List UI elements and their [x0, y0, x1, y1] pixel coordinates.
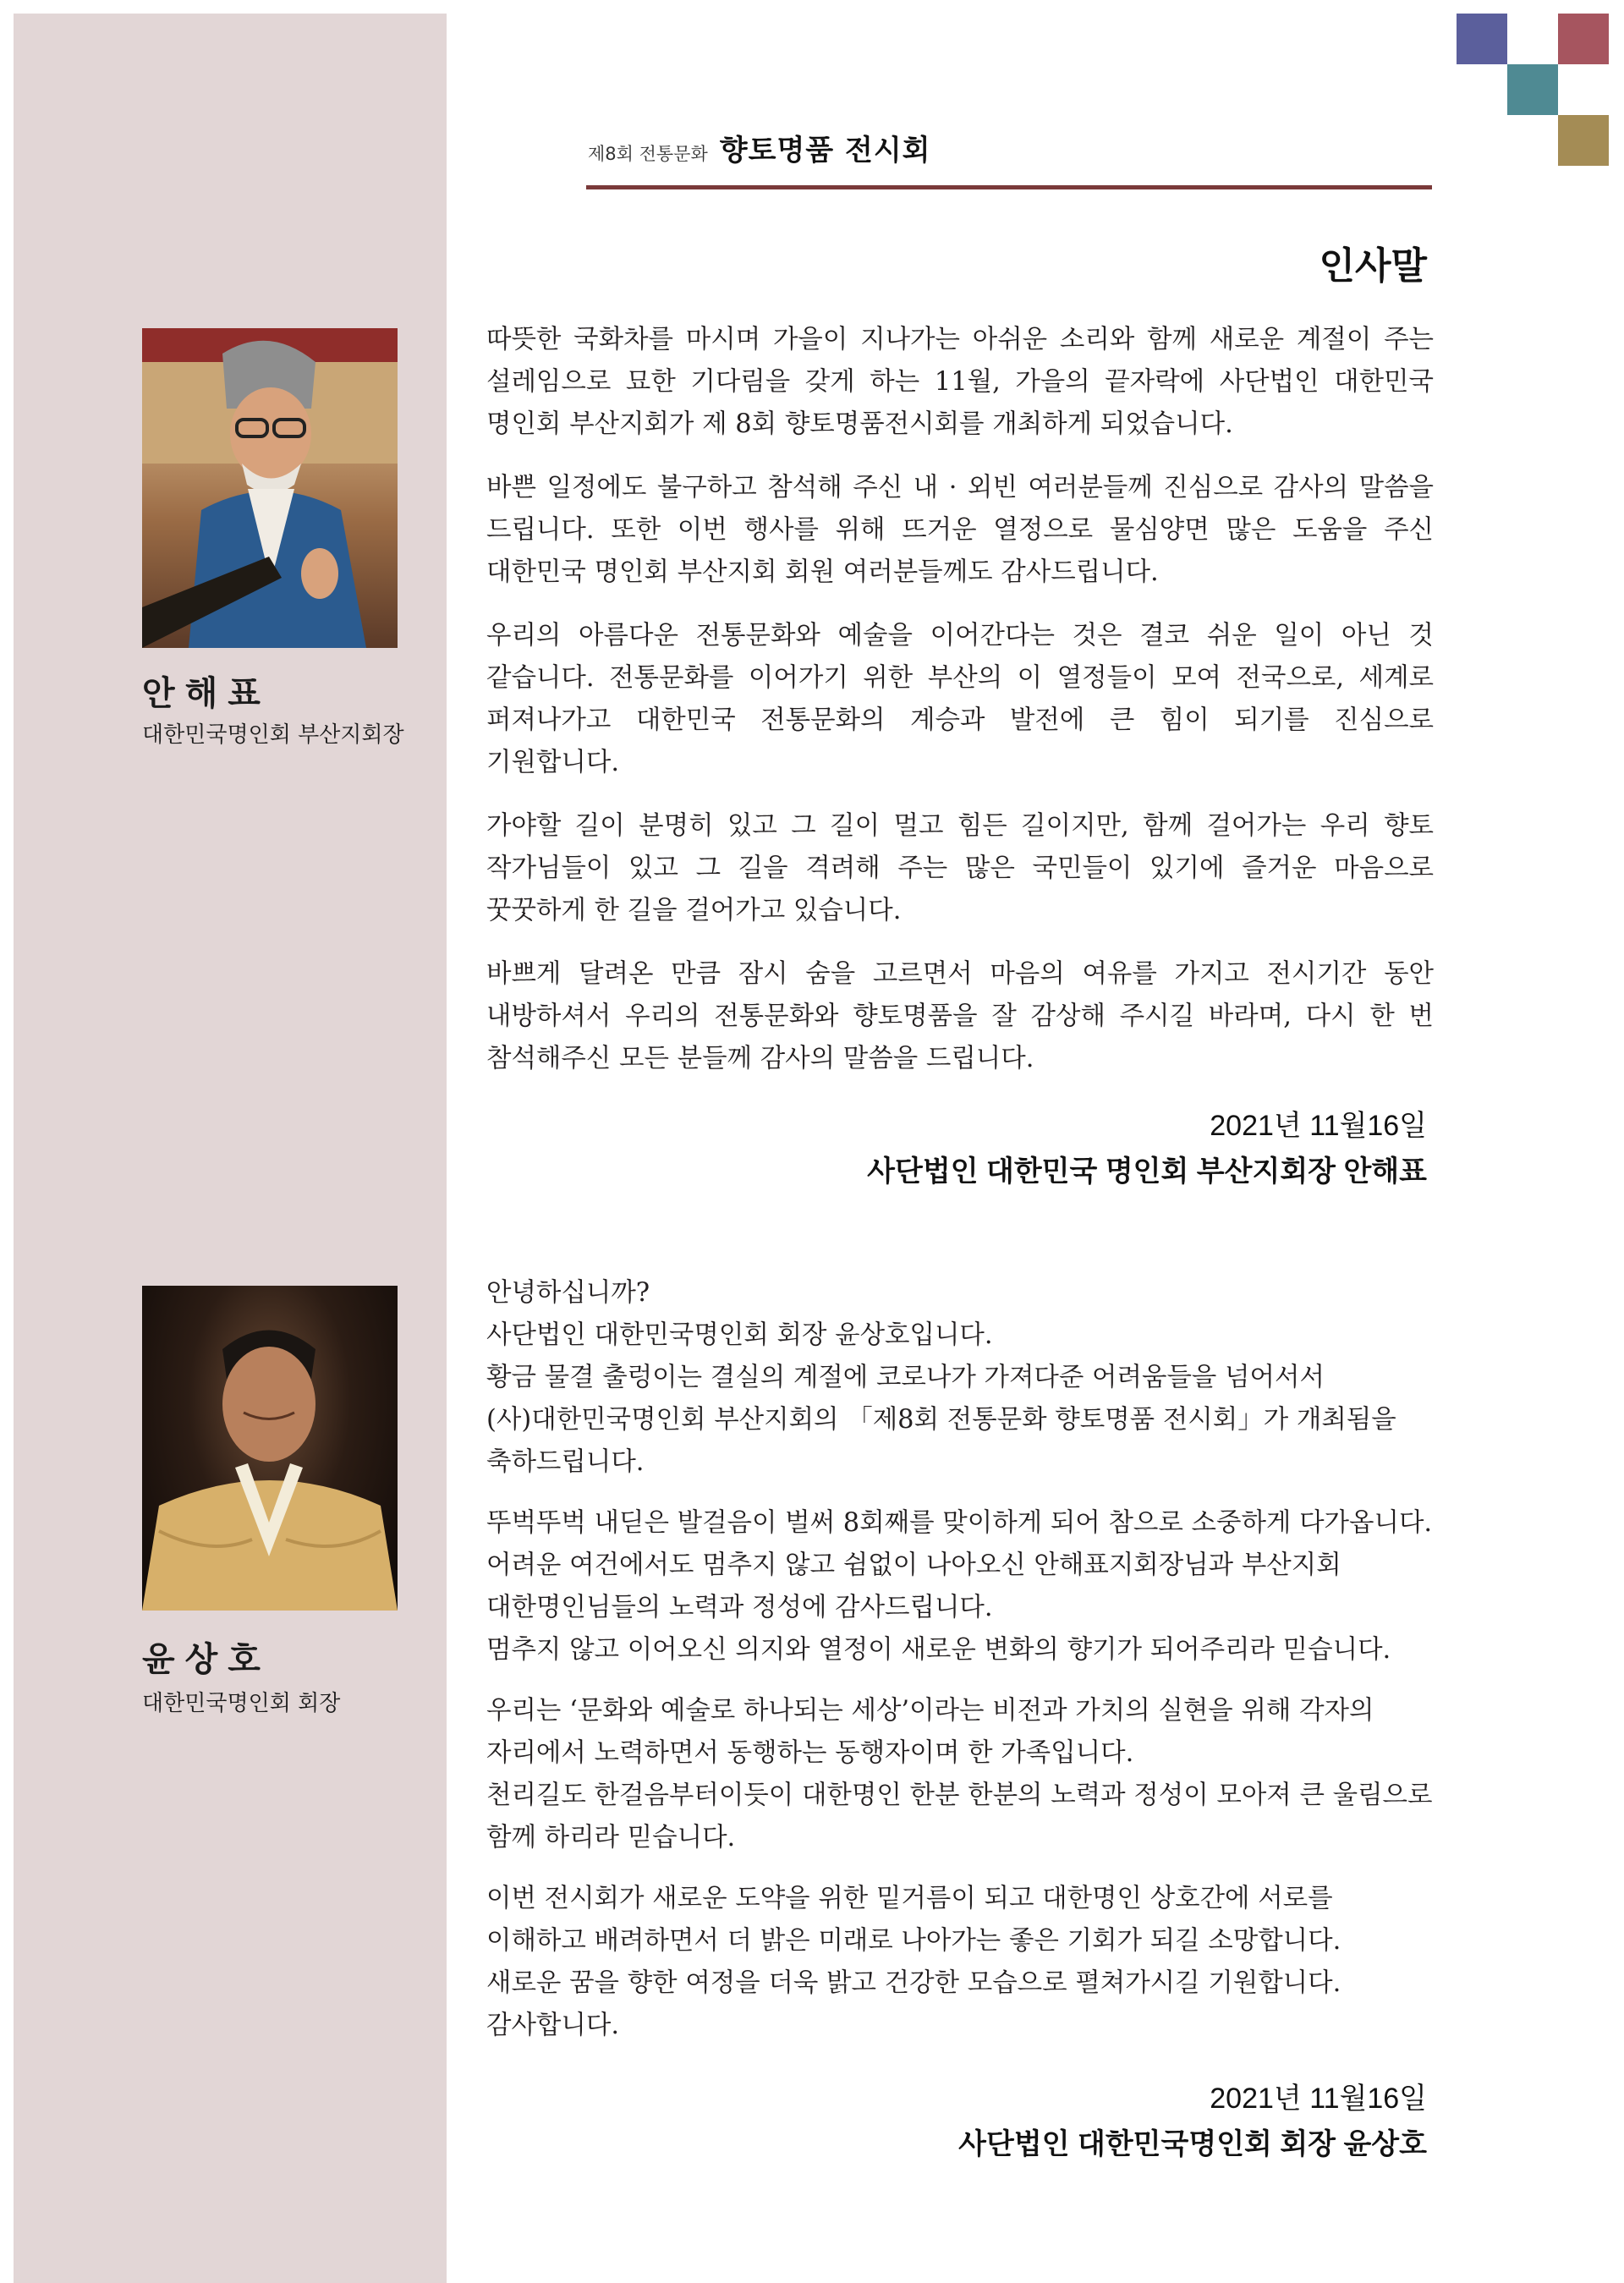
header-divider [586, 185, 1432, 189]
text-line: 이번 전시회가 새로운 도약을 위한 밑거름이 되고 대한명인 상호간에 서로를 [486, 1884, 1333, 1913]
text-line: 가야할 길이 분명히 있고 그 길이 멀고 힘든 길이지만, 함께 걸어가는 우리 향토 [486, 811, 1434, 841]
header-title: 향토명품 전시회 [719, 134, 931, 167]
text-line: 축하드립니다. [486, 1447, 645, 1477]
person-name-ahn: 안해표 [142, 674, 271, 713]
text-line: 같습니다. 전통문화를 이어가기 위한 부산의 이 열정들이 모여 전국으로, 세계로 [486, 663, 1434, 693]
text-line: 설레임으로 묘한 기다림을 갖게 하는 11월, 가을의 끝자락에 사단법인 대한민국 [486, 367, 1434, 397]
text-line: 천리길도 한걸음부터이듯이 대한명인 한분 한분의 노력과 정성이 모아져 큰 울림으로 [486, 1781, 1433, 1810]
signature-yoon: 사단법인 대한민국명인회 회장 윤상호 [958, 2128, 1427, 2160]
text-line: 대한민국 명인회 부산지회 회원 여러분들께도 감사드립니다. [486, 557, 1159, 587]
text-line: 사단법인 대한민국명인회 회장 윤상호입니다. [486, 1320, 993, 1350]
text-line: 드립니다. 또한 이번 행사를 위해 뜨거운 열정으로 물심양면 많은 도움을 주신 [486, 515, 1434, 545]
text-line: 참석해주신 모든 분들께 감사의 말씀을 드립니다. [486, 1044, 1034, 1073]
date-ahn: 2021년 11월16일 [1210, 1110, 1427, 1142]
paragraph [486, 1690, 1434, 1859]
text-line: 대한명인님들의 노력과 정성에 감사드립니다. [486, 1593, 993, 1622]
text-line: 퍼져나가고 대한민국 전통문화의 계승과 발전에 큰 힘이 되기를 진심으로 [486, 705, 1434, 735]
person-role-ahn: 대한민국명인회 부산지회장 [142, 722, 404, 748]
paragraph [486, 319, 1434, 446]
text-line: 자리에서 노력하면서 동행하는 동행자이며 한 가족입니다. [486, 1738, 1134, 1768]
portrait-photo-yoon [142, 1286, 398, 1611]
greeting-text-ahn [486, 319, 1434, 1101]
text-line: 내방하셔서 우리의 전통문화와 향토명품을 잘 감상해 주시길 바라며, 다시 한 번 [486, 1002, 1434, 1031]
paragraph [486, 805, 1434, 932]
text-line: 함께 하리라 믿습니다. [486, 1823, 736, 1852]
signature-ahn: 사단법인 대한민국 명인회 부산지회장 안해표 [867, 1155, 1427, 1188]
text-line: 황금 물결 출렁이는 결실의 계절에 코로나가 가져다준 어려움들을 넘어서서 [486, 1363, 1325, 1392]
header-subtitle: 제8회 전통문화 [588, 144, 708, 164]
text-line: 이해하고 배려하면서 더 밝은 미래로 나아가는 좋은 기회가 되길 소망합니다. [486, 1926, 1341, 1956]
text-line: 작가님들이 있고 그 길을 격려해 주는 많은 국민들이 있기에 즐거운 마음으로 [486, 853, 1434, 883]
paragraph [486, 1502, 1434, 1671]
paragraph [486, 615, 1434, 784]
text-line: 바쁜 일정에도 불구하고 참석해 주신 내 · 외빈 여러분들께 진심으로 감사의 말씀을 [486, 473, 1434, 502]
paragraph [486, 1878, 1434, 2047]
text-line: 새로운 꿈을 향한 여정을 더욱 밝고 건강한 모습으로 펼쳐가시길 기원합니다. [486, 1968, 1341, 1998]
person-name-yoon: 윤상호 [142, 1640, 271, 1679]
decor-square-teal [1507, 64, 1558, 115]
text-line: 감사합니다. [486, 2011, 620, 2040]
page-title: 인사말 [1319, 244, 1427, 288]
text-line: 뚜벅뚜벅 내딛은 발걸음이 벌써 8회째를 맞이하게 되어 참으로 소중하게 다가옵니다. [486, 1508, 1433, 1538]
text-line: 우리는 ‘문화와 예술로 하나되는 세상’이라는 비전과 가치의 실현을 위해 각자의 [486, 1696, 1374, 1726]
text-line: 바쁘게 달려온 만큼 잠시 숨을 고르면서 마음의 여유를 가지고 전시기간 동안 [486, 959, 1434, 989]
text-line: 우리의 아름다운 전통문화와 예술을 이어간다는 것은 결코 쉬운 일이 아닌 것 [486, 621, 1434, 650]
date-yoon: 2021년 11월16일 [1210, 2083, 1427, 2115]
text-line: 안녕하십니까? [486, 1278, 650, 1308]
text-line: 꿋꿋하게 한 길을 걸어가고 있습니다. [486, 896, 902, 925]
text-line: 어려운 여건에서도 멈추지 않고 쉼없이 나아오신 안해표지회장님과 부산지회 [486, 1550, 1341, 1580]
person-role-yoon: 대한민국명인회 회장 [142, 1691, 341, 1716]
text-line: 기원합니다. [486, 748, 620, 777]
text-line: (사)대한민국명인회 부산지회의 「제8회 전통문화 향토명품 전시회」가 개최됨을 [486, 1405, 1396, 1435]
decor-square-blue [1457, 14, 1507, 64]
paragraph [486, 467, 1434, 594]
text-line: 따뜻한 국화차를 마시며 가을이 지나가는 아쉬운 소리와 함께 새로운 계절이 주는 [486, 325, 1434, 354]
text-line: 명인회 부산지회가 제 8회 향토명품전시회를 개최하게 되었습니다. [486, 409, 1233, 439]
portrait-photo-ahn [142, 328, 398, 648]
exhibition-header [588, 127, 1434, 169]
decor-square-gold [1558, 115, 1609, 166]
decor-square-red [1558, 14, 1609, 64]
paragraph [486, 953, 1434, 1080]
text-line: 멈추지 않고 이어오신 의지와 열정이 새로운 변화의 향기가 되어주리라 믿습니다. [486, 1635, 1391, 1665]
greeting-text-yoon [486, 1272, 1434, 2066]
paragraph [486, 1272, 1434, 1484]
